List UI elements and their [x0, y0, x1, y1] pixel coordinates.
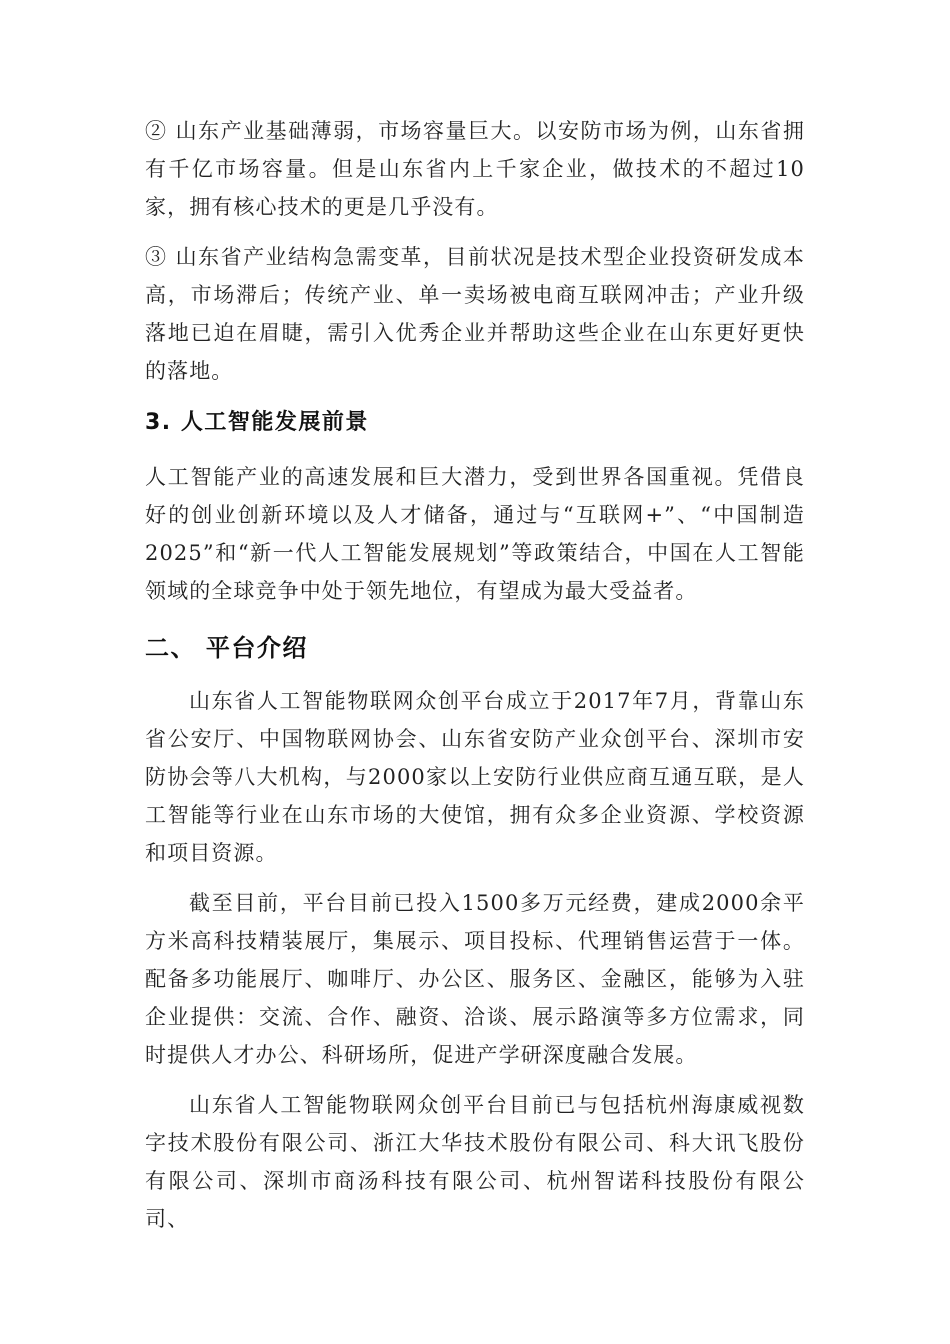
section-heading-ai-prospects: 3. 人工智能发展前景 — [145, 410, 369, 435]
paragraph-platform-investment: 截至目前，平台目前已投入1500多万元经费，建成2000余平方米高科技精装展厅，集展示、项目投标、代理销售运营于一体。配备多功能展厅、咖啡厅、办公区、服务区、金融区，能够为入驻企业提供：交流、合作、融资、洽谈、展示路演等多方位需求，同时提供人才办公、科研场所，促进产学研深度融合发展。 — [145, 891, 805, 1067]
paragraph-industry-structure: ③ 山东省产业结构急需变革，目前状况是技术型企业投资研发成本高，市场滞后；传统产业、单一卖场被电商互联网冲击；产业升级落地已迫在眉睫，需引入优秀企业并帮助这些企业在山东更好更快的落地。 — [145, 245, 805, 383]
paragraph-platform-founding: 山东省人工智能物联网众创平台成立于2017年7月，背靠山东省公安厅、中国物联网协会、山东省安防产业众创平台、深圳市安防协会等八大机构，与2000家以上安防行业供应商互通互联，是人工智能等行业在山东市场的大使馆，拥有众多企业资源、学校资源和项目资源。 — [145, 689, 805, 865]
paragraph-platform-partners: 山东省人工智能物联网众创平台目前已与包括杭州海康威视数字技术股份有限公司、浙江大华技术股份有限公司、科大讯飞股份有限公司、深圳市商汤科技有限公司、杭州智诺科技股份有限公司、 — [145, 1093, 805, 1231]
section-heading-platform-intro: 二、 平台介绍 — [145, 634, 308, 662]
document-page — [145, 112, 805, 1250]
paragraph-shandong-industry-base: ② 山东产业基础薄弱，市场容量巨大。以安防市场为例，山东省拥有千亿市场容量。但是山东省内上千家企业，做技术的不超过10家，拥有核心技术的更是几乎没有。 — [145, 119, 805, 219]
paragraph-ai-development: 人工智能产业的高速发展和巨大潜力，受到世界各国重视。凭借良好的创业创新环境以及人才储备，通过与“互联网+”、“中国制造2025”和“新一代人工智能发展规划”等政策结合，中国在人工智能领域的全球竞争中处于领先地位，有望成为最大受益者。 — [145, 465, 805, 603]
